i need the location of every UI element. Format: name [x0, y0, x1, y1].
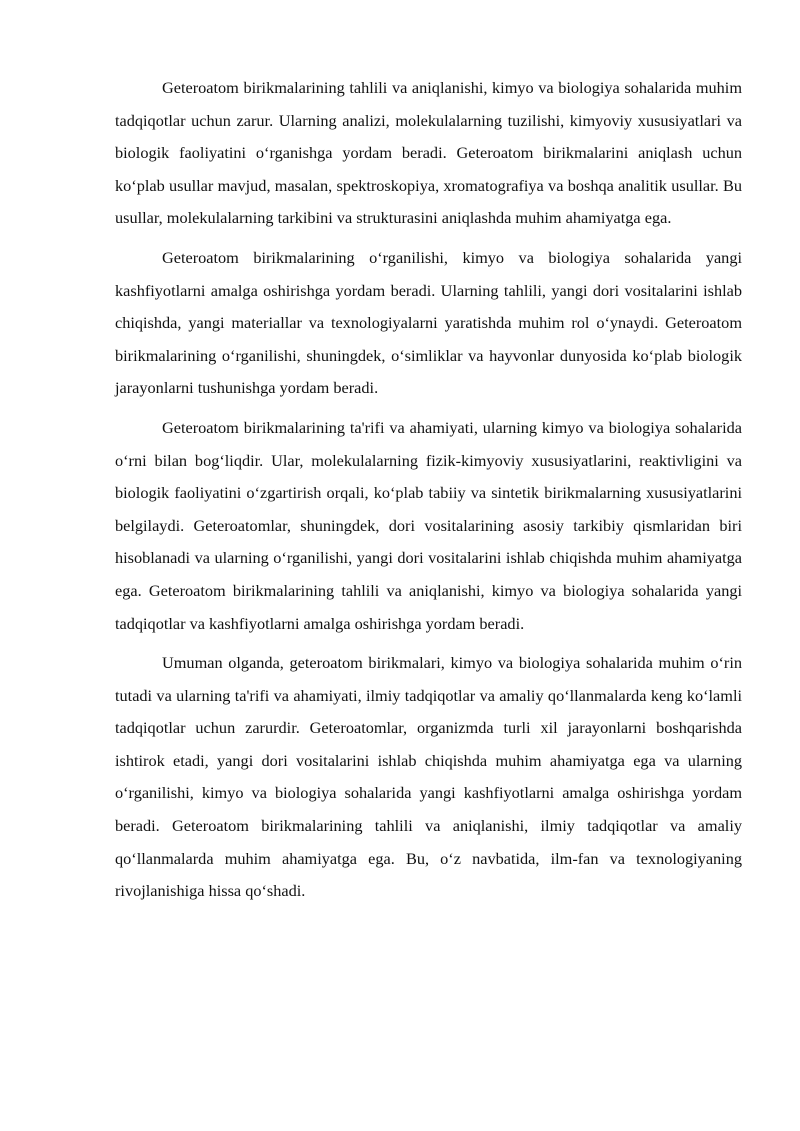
paragraph-1: Geteroatom birikmalarining tahlili va aniqlanishi, kimyo va biologiya sohalarida muhim tadqiqotlar uchun zarur. Ularning analizi, molekulalarning tuzilishi, kimyoviy xususiyatlari va biologik faoliyatini o‘rganishga yordam beradi. Geteroatom birikmalarini aniqlash uchun ko‘plab usullar mavjud, masalan, spektroskopiya, xromatografiya va boshqa analitik usullar. Bu usullar, molekulalarning tarkibini va strukturasini aniqlashda muhim ahamiyatga ega.: [115, 78, 742, 228]
paragraph-2: Geteroatom birikmalarining o‘rganilishi, kimyo va biologiya sohalarida yangi kashfiyotlarni amalga oshirishga yordam beradi. Ularning tahlili, yangi dori vositalarini ishlab chiqishda, yangi materiallar va texnologiyalarni yaratishda muhim rol o‘ynaydi. Geteroatom birikmalarining o‘rganilishi, shuningdek, o‘simliklar va hayvonlar dunyosida ko‘plab biologik jarayonlarni tushunishga yordam beradi.: [115, 247, 742, 398]
paragraph-3: Geteroatom birikmalarining ta'rifi va ahamiyati, ularning kimyo va biologiya sohalarida o‘rni bilan bog‘liqdir. Ular, molekulalarning fizik-kimyoviy xususiyatlarini, reaktivligini va biologik faoliyatini o‘zgartirish orqali, ko‘plab tabiiy va sintetik birikmalarning xususiyatlarini belgilaydi. Geteroatomlar, shuningdek, dori vositalarining asosiy tarkibiy qismlaridan biri hisoblanadi va ularning o‘rganilishi, yangi dori vositalarini ishlab chiqishda muhim ahamiyatga ega. Geteroatom birikmalarining tahlili va aniqlanishi, kimyo va biologiya sohalarida yangi tadqiqotlar va kashfiyotlarni amalga oshirishga yordam beradi.: [115, 417, 742, 633]
paragraph-4: Umuman olganda, geteroatom birikmalari, kimyo va biologiya sohalarida muhim o‘rin tutadi va ularning ta'rifi va ahamiyati, ilmiy tadqiqotlar va amaliy qo‘llanmalarda keng ko‘lamli tadqiqotlar uchun zarurdir. Geteroatomlar, organizmda turli xil jarayonlarni boshqarishda ishtirok etadi, yangi dori vositalarini ishlab chiqishda muhim ahamiyatga ega va ularning o‘rganilishi, kimyo va biologiya sohalarida yangi kashfiyotlarni amalga oshirishga yordam beradi. Geteroatom birikmalarining tahlili va aniqlanishi, ilmiy tadqiqotlar va amaliy qo‘llanmalarda muhim ahamiyatga ega. Bu, o‘z navbatida, ilm-fan va texnologiyaning rivojlanishiga hissa qo‘shadi.: [115, 653, 742, 901]
document-body: [115, 72, 742, 915]
